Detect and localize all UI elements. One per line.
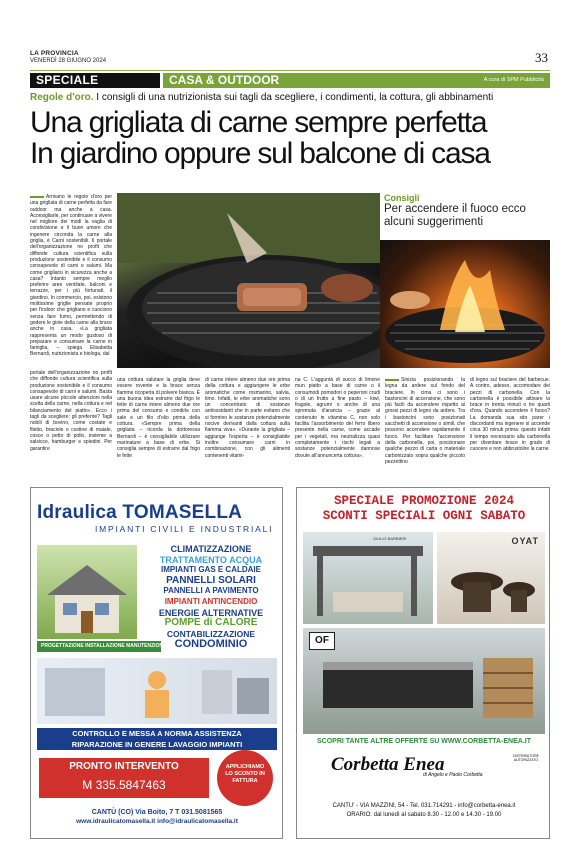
kicker-lead: Regole d'oro. <box>30 92 94 103</box>
section-casa-outdoor <box>163 73 550 88</box>
ad2-headline1: SPECIALE PROMOZIONE 2024 <box>333 494 515 508</box>
ad2-more-offers[interactable]: SCOPRI TANTE ALTRE OFFERTE SU WWW.CORBETTA-ENEA.IT <box>316 738 531 745</box>
headline-line1: Una grigliata di carne sempre perfetta <box>30 106 487 139</box>
article-text: Sinizia posizionando la legna da ardere sul fondo del braciere. In cima ci sono i bastoncini di accensione, che sono più facili da accendere rispetto ai grossi pezzi di legno da ardere. Tra i bastoncini sono posizionati sacchetti di accensione o simili, che possono accendere rapidamente il fuoco. Per facilitare l'accensione della carbonella, poi, posizionare qualche pezzo di carta o materiale carbonizzato sopra qualche piccolo pezzettino <box>385 377 465 465</box>
paper-name: LA PROVINCIA <box>30 50 79 57</box>
ad1-house-image <box>37 545 137 639</box>
article-col4: na C. L'agguntà di succo di limone mun piatto a base di carne o il consumodi pomodori o peperoni crudi o di un frutto a fine pasto – kiwi, fragole, agrumi o anche di una spremuta d'arancia – grazie al contenuto in vitamina C, non solo facilita l'assorbimento del ferro libero presente nella carne, come accade per i vegetali, ma neutralizza quasi completamente i rischi legati a sostanze potenzialmente dannose dovute all'annuncerta cottura». <box>295 377 380 459</box>
service-item: CLIMATIZZAZIONE <box>170 544 252 554</box>
service-item: CONTABILIZZAZIONE <box>166 628 256 639</box>
service-item: POMPE di CALORE <box>164 617 258 629</box>
ad1-service-banner <box>37 728 277 750</box>
fire-illustration <box>380 240 550 368</box>
ad1-web[interactable]: www.idraulicatomasella.it info@idraulicatomasella.it <box>76 818 238 825</box>
ad1-pronto: PRONTO INTERVENTO <box>69 761 179 772</box>
workers-illustration <box>37 658 277 724</box>
house-icon <box>37 545 137 639</box>
ad1-services <box>143 544 279 650</box>
section-bar <box>30 70 550 87</box>
article-col1-top <box>30 194 112 368</box>
grill-illustration <box>117 193 380 368</box>
article-col1-bottom: portale dell'organizzazione no profit che diffonde cultura scientifica sulla produzione sostenibile e il consumo consapevole di carni e salumi. Basta usare alcune piccole attenzioni nella scelta della carne, nella cottura e nel bilanciamento del piatto». Ecco i tagli da scegliere: gli preferire? Tagli nobili di bovino, come costate e filetto, braciole o costine di maiale, cosce o petto di pollo, insieme a salsicce, hamburger e spiedini. Per garantire <box>30 370 112 452</box>
ad1-design-bar: PROGETTAZIONE INSTALLAZIONE MANUTENZIONE <box>37 641 161 652</box>
ad2-store-logo <box>331 754 521 790</box>
ad1-subtitle: IMPIANTI CIVILI E INDUSTRIALI <box>95 524 274 534</box>
ad1-footer <box>37 808 277 826</box>
ad1-brand: Idraulica TOMASELLA <box>37 502 243 523</box>
grill-meat-photo <box>117 193 380 368</box>
ad2-pergola-photo <box>303 532 433 624</box>
page-number: 33 <box>535 50 548 65</box>
section-speciale: SPECIALE <box>30 73 160 88</box>
kicker-text: I consigli di una nutrizionista sui tagli da scegliere, i condimenti, la cottura, gli abbinamenti <box>96 92 494 103</box>
article-col3: di carne intere almeno due ore prima della cottura e aggiungere le erbe aromatiche come rosmarino, salvia, timo. Infatti, le erbe aromatiche sono un concentrato di sostanze antiossidanti che in parte evitano che si formino le sostanze potenzialmente nocive derivanti dalla cottura sulla fiamma viva». «Durante la grigliata – aggiunge l'esperta – è consigliabile inoltre consumare carni in combinazione, con gli alimenti contenenti vitami- <box>205 377 290 459</box>
article-col5 <box>385 377 465 480</box>
ad2-brand-c: GIULIO BARBIERI <box>373 536 407 541</box>
ad-corbetta-enea[interactable] <box>296 487 550 839</box>
ad1-brand-block <box>37 502 277 534</box>
ad2-headline <box>297 494 550 524</box>
ad1-emergency-box[interactable] <box>39 758 209 798</box>
service-item: TRATTAMENTO ACQUA <box>159 554 263 565</box>
masthead <box>30 50 106 65</box>
service-item: PANNELLI A PAVIMENTO <box>163 586 259 596</box>
page-title <box>30 107 555 169</box>
ad1-photo-strip <box>37 658 277 724</box>
section-casa-label: CASA & OUTDOOR <box>169 73 280 87</box>
ad2-kitchen-photo <box>303 628 545 734</box>
ad1-address: CANTÙ (CO) Via Boito, 7 T 031.5081565 <box>91 809 223 816</box>
lead-rule <box>30 196 44 198</box>
ad2-brand-b: OF <box>309 632 335 650</box>
lead-rule <box>385 379 399 381</box>
ad1-phone[interactable]: M 335.5847463 <box>82 778 166 792</box>
tips-tag: Consigli <box>384 193 420 203</box>
headline-line2: In giardino oppure sul balcone di casa <box>30 137 490 170</box>
ad2-store-sub: di Angelo e Paolo Corbetta <box>423 772 483 778</box>
ad1-discount-badge: APPLICHIAMO LO SCONTO IN FATTURA <box>217 750 273 806</box>
ad-idraulica-tomasella[interactable] <box>30 487 283 839</box>
article-col6: di legno sul braciere del barbecue. A contro, adesso, accomodare dei pezzi di carbonella. Con la carbonella è possibile attivare la brace in trenta minuti o tre quarti d'ora. Quando accendere il fuoco? La domanda sua sito parer i discordanti ma ingenere si accende circa 30 minuti prima: questo infatti il tempo necessario alla carbonella per diventare brace in grado di cuocere e non abbrustolire la carne. <box>470 377 550 453</box>
ad2-headline2: SCONTI SPECIALI OGNI SABATO <box>322 509 526 523</box>
section-credit: A cura di SPM Pubblicità <box>483 77 544 83</box>
fire-grill-photo <box>380 240 550 368</box>
article-col2: una cottura salutare la griglia deve essere rovente e la brace senza fiamme ricoperta di polvere bianca. È una buona idea estrarre dal frigo le fette di carne intere almeno due ore prima del consumo e condirle con sale e un filo d'olio prima della cottura. «Sempre prima della grigliata – ricorda la dottoressa Bernardi – è consigliabile utilizzare marinature a base di erbe. Si consiglia sempre di estrarre dal frigo le fette <box>117 377 200 459</box>
ad2-store-name: Corbetta Enea <box>331 754 445 775</box>
kicker <box>30 92 555 104</box>
ad2-dealer: DISTRIBUTORE AUTORIZZATO <box>513 754 539 762</box>
ad1-line2: RIPARAZIONE IN GENERE LAVAGGIO IMPIANTI <box>71 740 243 749</box>
tips-title: Per accendere il fuoco ecco alcuni suggerimenti <box>384 203 526 228</box>
article-text: Arrivano le regole d'oro per una grigliata di carne perfetta da fare outdoor ma anche a casa. Aconsigliarle, per continuare a vivere nel migliore dei modi la vaglia di condivisione e il buon umore che ingenere circonda la carne alla griglia, è Carni sostenibili. Il portale dell'organizzazione no profit che diffonde cultura scientifica sulla produzione sostenibile e il consumo consapevole di carni e salumi. Ma come grigliarsi in sicurezza anche a casa? Intanto sempre meglio preferire aree ventilate, balconi e terrazze, per i più fortunati, il giardino. In commercio, poi, esistono moltissime griglie pensate proprio per l'indoor che grigliano e cuociono senza fare fumo, permettendo di godere le gioie della carne alla brace anche in casa. «La grigliata rappresenta un modo gustoso di preparare e consumare la carne in famiglia, – spiega Elisabetta Bernardi, nutrizionista e biologa, dal <box>30 194 112 358</box>
issue-date: VENERDÌ 28 GIUGNO 2024 <box>30 58 107 64</box>
ad2-fireplace-photo <box>437 532 545 624</box>
ad2-address: CANTU' - VIA MAZZINI, 54 - Tel. 031.714291 - info@corbetta-enea.it <box>332 803 516 809</box>
ad1-line1: CONTROLLO E MESSA A NORMA ASSISTENZA <box>72 729 242 738</box>
service-item: IMPIANTI GAS E CALDAIE <box>160 565 261 575</box>
ad2-brand-a: OYAT <box>511 536 539 546</box>
tips-box <box>384 193 550 228</box>
service-item: ENERGIE ALTERNATIVE <box>158 607 264 618</box>
ad2-hours: ORARIO: dal lunedì al sabato 8.30 - 12.00 e 14.30 - 19.00 <box>346 812 502 818</box>
service-item: PANNELLI SOLARI <box>166 574 256 586</box>
outdoor-kitchen-illustration <box>303 628 545 734</box>
service-item: IMPIANTI ANTINCENDIO <box>164 596 258 606</box>
service-item: CONDOMINIO <box>174 638 248 651</box>
ad2-footer <box>297 802 550 820</box>
pergola-illustration <box>303 532 433 624</box>
